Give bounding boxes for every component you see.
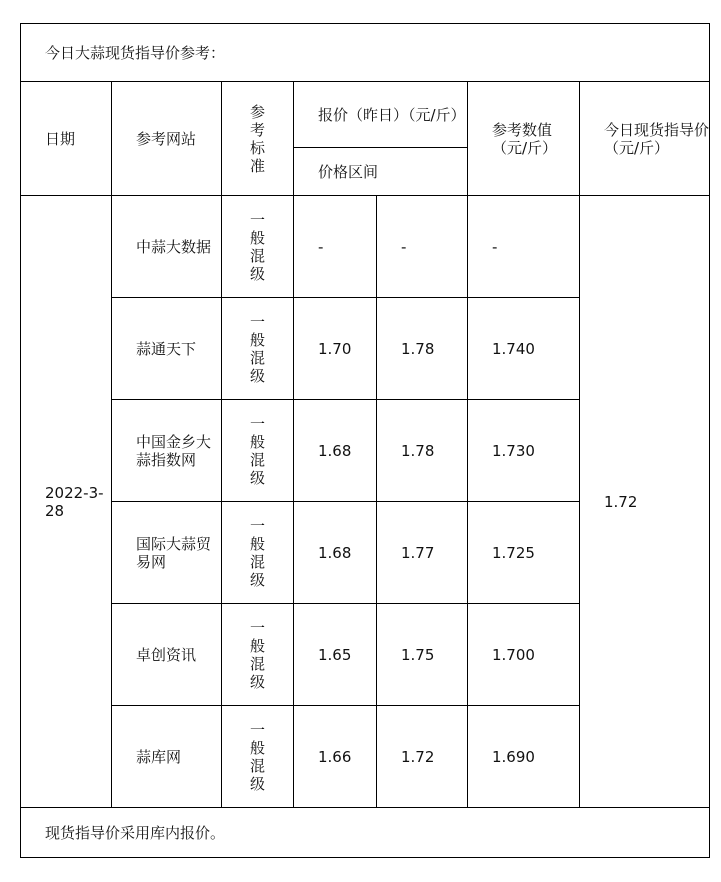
date-cell: 2022-3-28 <box>21 196 112 808</box>
standard-cell <box>222 196 294 298</box>
ref-value-cell: 1.740 <box>468 298 580 400</box>
low-price-cell: 1.68 <box>294 502 377 604</box>
header-ref-value: 参考数值（元/斤） <box>468 82 580 196</box>
ref-value-cell: 1.690 <box>468 706 580 808</box>
standard-text: 一般混级 <box>249 312 265 385</box>
site-cell: 国际大蒜贸易网 <box>112 502 222 604</box>
high-price-cell: - <box>377 196 468 298</box>
header-standard-text: 参考标准 <box>249 102 265 175</box>
price-reference-table <box>20 23 710 858</box>
high-price-cell: 1.78 <box>377 298 468 400</box>
standard-cell <box>222 400 294 502</box>
high-price-cell: 1.77 <box>377 502 468 604</box>
header-row <box>21 82 710 148</box>
standard-cell <box>222 604 294 706</box>
low-price-cell: 1.70 <box>294 298 377 400</box>
standard-text: 一般混级 <box>249 516 265 589</box>
ref-value-cell: 1.725 <box>468 502 580 604</box>
site-cell: 中蒜大数据 <box>112 196 222 298</box>
header-standard <box>222 82 294 196</box>
header-site: 参考网站 <box>112 82 222 196</box>
table-row <box>21 196 710 298</box>
footer-note: 现货指导价采用库内报价。 <box>21 808 710 858</box>
high-price-cell: 1.78 <box>377 400 468 502</box>
low-price-cell: 1.65 <box>294 604 377 706</box>
site-cell: 卓创资讯 <box>112 604 222 706</box>
high-price-cell: 1.72 <box>377 706 468 808</box>
site-cell: 蒜库网 <box>112 706 222 808</box>
price-reference-table-wrapper <box>20 23 709 858</box>
header-date: 日期 <box>21 82 112 196</box>
low-price-cell: 1.66 <box>294 706 377 808</box>
standard-cell <box>222 298 294 400</box>
high-price-cell: 1.75 <box>377 604 468 706</box>
site-cell: 蒜通天下 <box>112 298 222 400</box>
ref-value-cell: - <box>468 196 580 298</box>
header-range: 价格区间 <box>294 148 468 196</box>
table-title: 今日大蒜现货指导价参考： <box>21 24 710 82</box>
ref-value-cell: 1.730 <box>468 400 580 502</box>
header-quote: 报价（昨日）（元/斤） <box>294 82 468 148</box>
today-price-cell: 1.72 <box>580 196 710 808</box>
standard-text: 一般混级 <box>249 720 265 793</box>
title-row <box>21 24 710 82</box>
site-cell: 中国金乡大蒜指数网 <box>112 400 222 502</box>
low-price-cell: 1.68 <box>294 400 377 502</box>
ref-value-cell: 1.700 <box>468 604 580 706</box>
header-today-price: 今日现货指导价（元/斤） <box>580 82 710 196</box>
standard-text: 一般混级 <box>249 210 265 283</box>
standard-cell <box>222 502 294 604</box>
footer-row <box>21 808 710 858</box>
low-price-cell: - <box>294 196 377 298</box>
standard-text: 一般混级 <box>249 414 265 487</box>
standard-cell <box>222 706 294 808</box>
standard-text: 一般混级 <box>249 618 265 691</box>
